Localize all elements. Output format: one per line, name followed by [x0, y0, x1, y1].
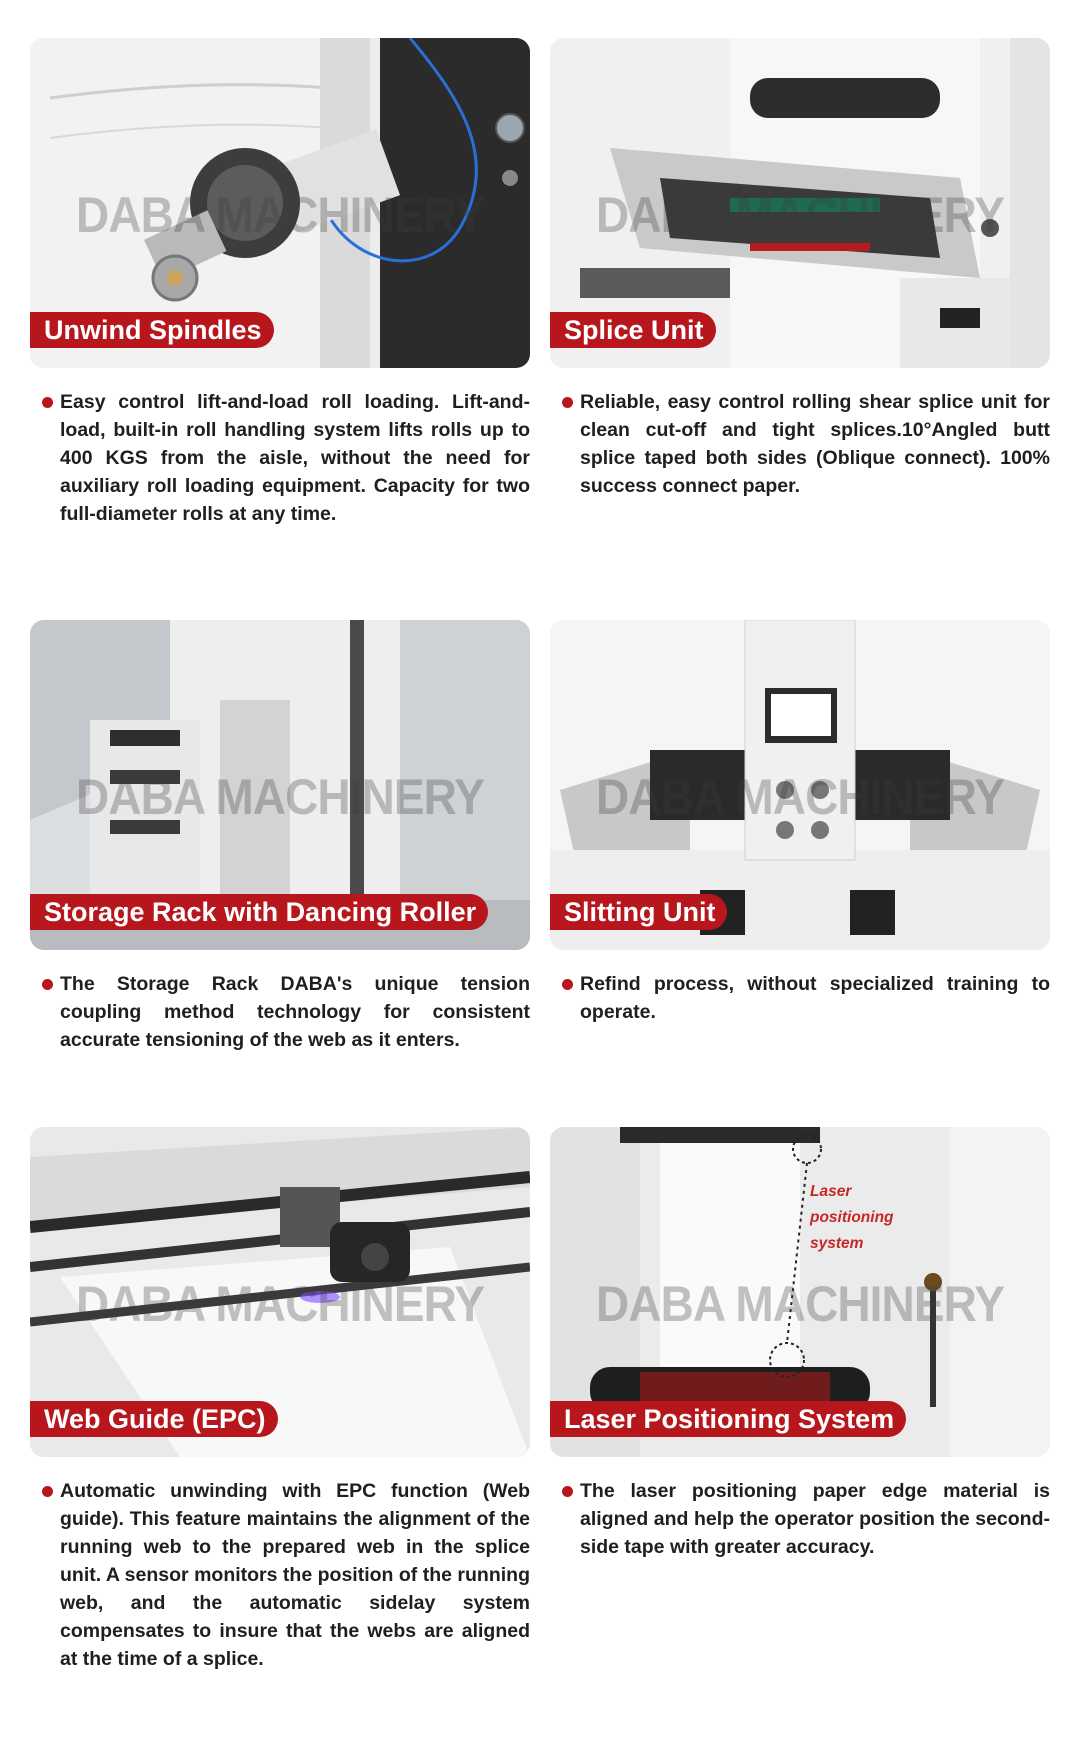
- feature-label: Storage Rack with Dancing Roller: [30, 894, 488, 930]
- web-guide-photo: [30, 1127, 530, 1457]
- slitting-unit-photo: [550, 620, 1050, 950]
- laser-annotation-line: system: [810, 1235, 864, 1252]
- feature-label: Slitting Unit: [550, 894, 727, 930]
- bullet-dot: [42, 1486, 53, 1497]
- bullet-dot: [42, 397, 53, 408]
- laser-annotation-line: Laser: [810, 1183, 852, 1200]
- feature-label: Laser Positioning System: [550, 1401, 906, 1437]
- feature-description-text: Easy control lift-and-load roll loading. Lift-and-load, built-in roll handling system lifts rolls up to 400 KGS from the aisle, without the need for auxiliary roll loading equipment. Capacity for two full-diameter rolls at any time.: [60, 391, 530, 525]
- feature-description-text: Automatic unwinding with EPC function (Web guide). This feature maintains the alignment of the running web to the prepared web in the splice unit. A sensor monitors the position of the running web, and the automatic sidelay system compensates to insure that the webs are aligned at the time of a splice.: [60, 1480, 530, 1670]
- watermark: DABA MACHINERY: [76, 1276, 484, 1332]
- laser-annotation-line: positioning: [810, 1209, 894, 1226]
- feature-label: Web Guide (EPC): [30, 1401, 278, 1437]
- feature-description-text: Refind process, without specialized training to operate.: [580, 973, 1050, 1023]
- unwind-spindles-photo: [30, 38, 530, 368]
- feature-description: [40, 970, 530, 1054]
- feature-description-text: Reliable, easy control rolling shear splice unit for clean cut-off and tight splices.10°Angled butt splice taped both sides (Oblique connect). 100% success connect paper.: [580, 391, 1050, 497]
- feature-card-unwind-spindles: [30, 38, 530, 528]
- watermark: DABA MACHINERY: [596, 1276, 1004, 1332]
- feature-description-text: The Storage Rack DABA's unique tension coupling method technology for consistent accurate tensioning of the web as it enters.: [60, 973, 530, 1051]
- bullet-dot: [562, 1486, 573, 1497]
- watermark: DABA MACHINERY: [596, 187, 1004, 243]
- bullet-dot: [42, 979, 53, 990]
- watermark: DABA MACHINERY: [76, 769, 484, 825]
- laser-annotation: [810, 1179, 894, 1257]
- feature-label: Unwind Spindles: [30, 312, 274, 348]
- feature-description: [40, 1477, 530, 1673]
- feature-description: [560, 970, 1050, 1026]
- watermark: DABA MACHINERY: [596, 769, 1004, 825]
- feature-card-storage-rack: [30, 620, 530, 1054]
- bullet-dot: [562, 979, 573, 990]
- feature-description: [560, 1477, 1050, 1561]
- feature-card-slitting-unit: [550, 620, 1050, 1026]
- feature-description: [560, 388, 1050, 500]
- feature-card-splice-unit: [550, 38, 1050, 500]
- laser-positioning-photo: [550, 1127, 1050, 1457]
- feature-label: Splice Unit: [550, 312, 716, 348]
- bullet-dot: [562, 397, 573, 408]
- watermark: DABA MACHINERY: [76, 187, 484, 243]
- splice-unit-photo: [550, 38, 1050, 368]
- feature-description-text: The laser positioning paper edge material is aligned and help the operator position the second-side tape with greater accuracy.: [580, 1480, 1050, 1558]
- feature-card-laser-positioning: [550, 1127, 1050, 1561]
- storage-rack-photo: [30, 620, 530, 950]
- feature-card-web-guide: [30, 1127, 530, 1673]
- feature-description: [40, 388, 530, 528]
